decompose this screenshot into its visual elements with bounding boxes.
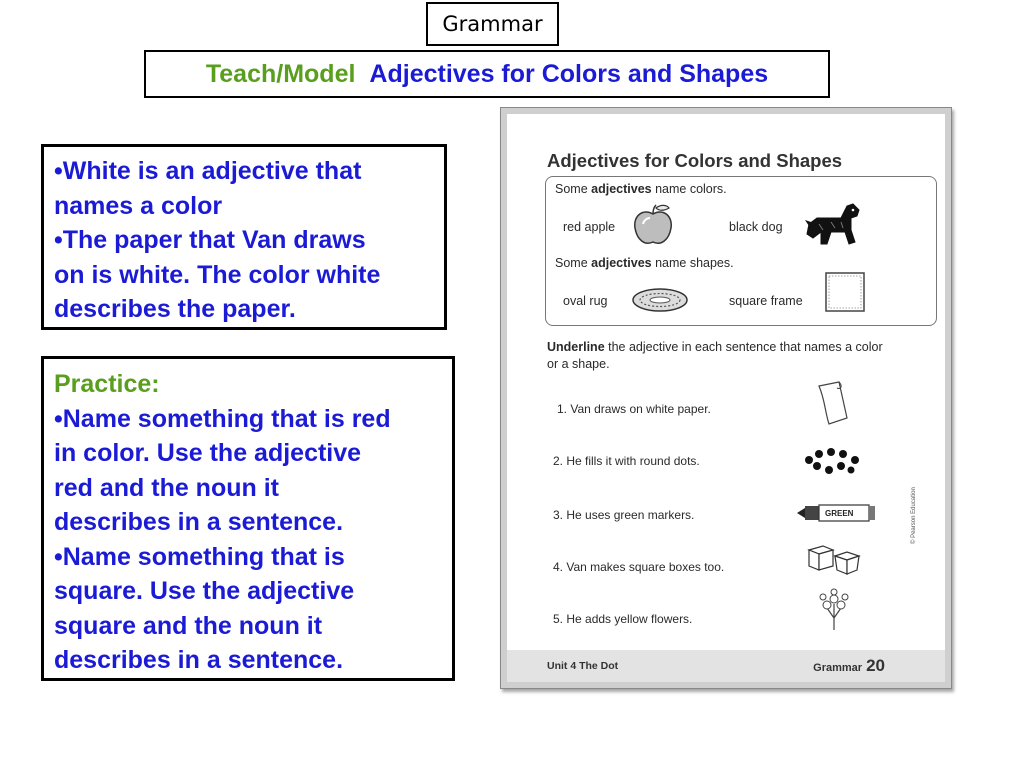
lesson-title: Adjectives for Colors and Shapes	[369, 59, 769, 88]
instruction-bold: Underline	[547, 340, 605, 354]
teach-model-label: Teach/Model	[205, 59, 356, 88]
practice-box	[41, 356, 455, 681]
square-frame-example	[729, 294, 803, 308]
shapes-intro-bold: adjectives	[591, 256, 652, 270]
square-adjective: square	[729, 294, 768, 308]
practice-line-3: red and the noun it	[54, 473, 279, 502]
instruction-line-1	[547, 340, 883, 354]
worksheet-page	[507, 114, 945, 682]
black-dog-example	[729, 220, 783, 234]
rug-noun: rug	[585, 294, 608, 308]
oval-rug-example	[563, 294, 607, 308]
practice-line-2: in color. Use the adjective	[54, 439, 362, 467]
white-line-3: •The paper that Van draws	[54, 226, 366, 254]
practice-line-6: square. Use the adjective	[54, 577, 355, 605]
paper-icon	[813, 378, 853, 428]
shapes-intro-pre: Some	[555, 256, 592, 270]
grammar-tag	[426, 2, 559, 46]
footer-grammar	[813, 656, 885, 676]
white-line-4: on is white. The color white	[54, 260, 381, 289]
marker-icon	[795, 500, 877, 526]
apple-icon	[629, 202, 677, 250]
frame-noun: frame	[767, 294, 803, 308]
colors-intro-post: name colors.	[651, 182, 727, 196]
instruction-line-2: or a shape.	[547, 357, 610, 371]
shapes-intro	[555, 256, 734, 270]
copyright-note: © Pearson Education	[911, 487, 917, 544]
white-adjective-box	[41, 144, 447, 330]
square-frame-icon	[823, 270, 867, 314]
black-adjective: black	[729, 220, 759, 234]
sentence-3	[553, 508, 694, 522]
oval-adjective: oval	[563, 294, 586, 308]
sentence-2: 2. He fills it with round dots.	[553, 454, 700, 468]
marker-label: GREEN	[825, 509, 854, 518]
sentence-4: 4. Van makes square boxes too.	[553, 560, 725, 574]
practice-label: Practice:	[54, 370, 160, 398]
dots-icon	[803, 448, 863, 476]
red-adjective: red	[563, 220, 582, 234]
apple-noun: apple	[581, 220, 616, 234]
worksheet-footer	[507, 650, 945, 682]
practice-line-1: •Name something that is red	[54, 404, 391, 433]
practice-line-4: describes in a sentence.	[54, 508, 344, 536]
red-apple-example	[563, 220, 615, 234]
white-line-2: names a color	[54, 191, 223, 220]
page-title	[144, 50, 830, 98]
footer-grammar-label: Grammar	[813, 662, 863, 674]
boxes-icon	[805, 538, 863, 576]
colors-intro	[555, 182, 727, 196]
footer-unit: Unit 4 The Dot	[547, 660, 619, 672]
oval-rug-icon	[631, 286, 689, 314]
practice-line-7: square and the noun it	[54, 611, 323, 640]
dog-icon	[801, 194, 861, 250]
white-line-5: describes the paper.	[54, 295, 296, 323]
instruction-rest: the adjective in each sentence that names a color	[604, 340, 883, 354]
grammar-tag-label: Grammar	[442, 12, 543, 36]
colors-intro-bold: adjectives	[591, 182, 652, 196]
dog-noun: dog	[758, 220, 783, 234]
worksheet-image	[500, 107, 952, 689]
practice-line-5: •Name something that is	[54, 542, 345, 571]
footer-page-number: 20	[866, 656, 885, 675]
sentence-1: 1. Van draws on white paper.	[557, 402, 711, 416]
worksheet-title: Adjectives for Colors and Shapes	[547, 150, 843, 171]
white-line-1: •White is an adjective that	[54, 157, 362, 185]
practice-line-8: describes in a sentence.	[54, 646, 344, 674]
colors-intro-pre: Some	[555, 182, 592, 196]
sentence-5: 5. He adds yellow flowers.	[553, 612, 693, 626]
sentence-3-text: 3. He uses green markers.	[553, 508, 695, 522]
shapes-intro-post: name shapes.	[651, 256, 734, 270]
flowers-icon	[817, 588, 851, 632]
